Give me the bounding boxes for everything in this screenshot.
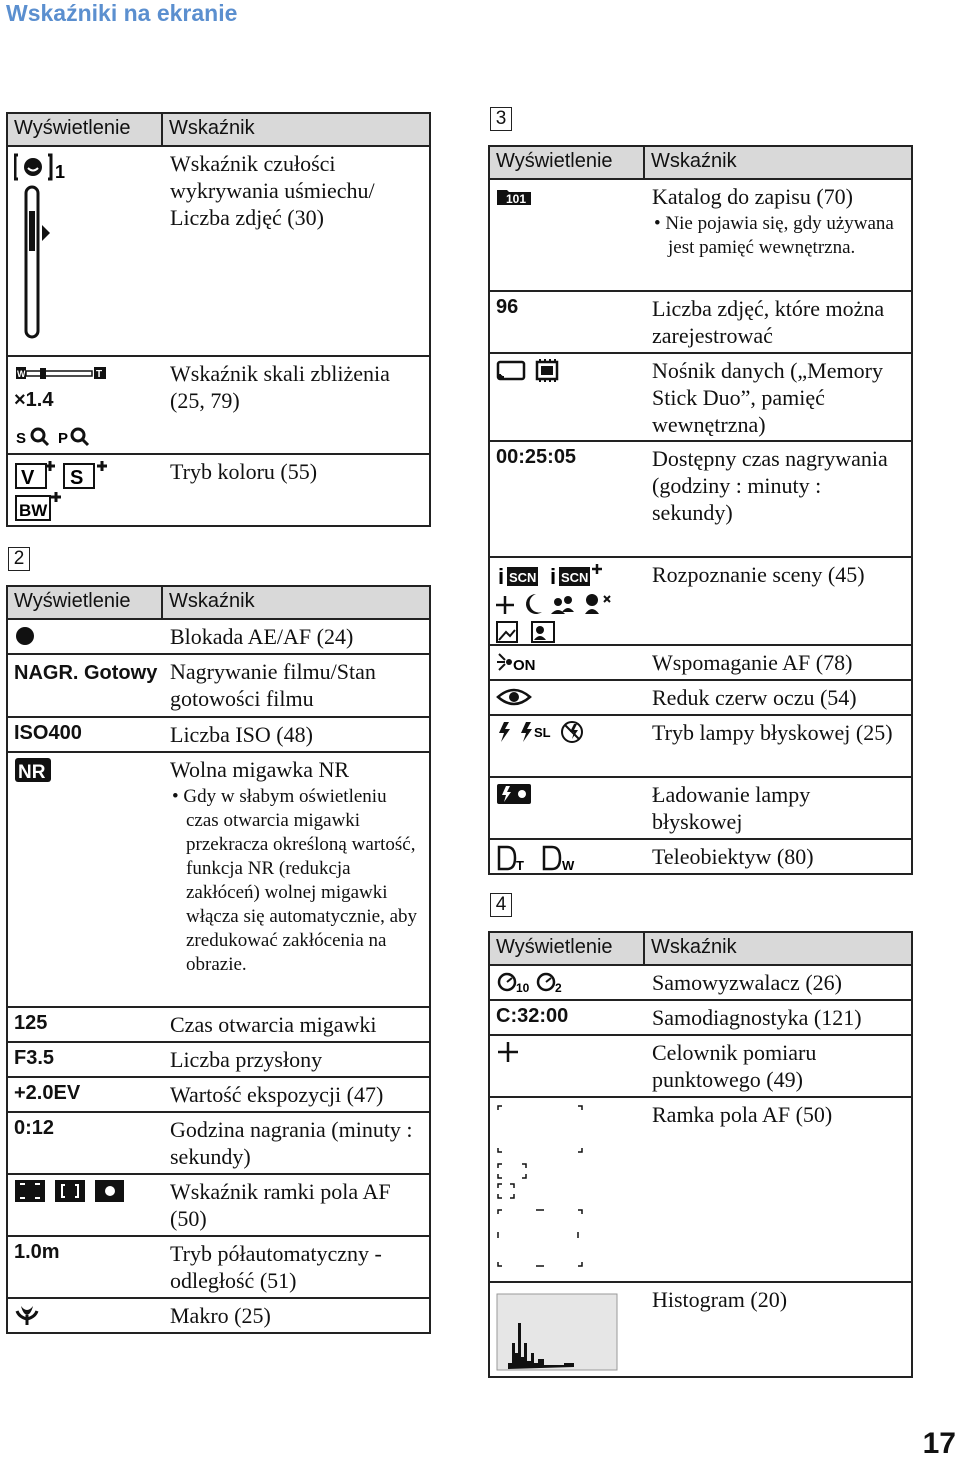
header-display: Wyświetlenie <box>7 113 162 146</box>
svg-text:W: W <box>562 858 575 872</box>
table-section-3 <box>488 145 913 875</box>
section-number-4: 4 <box>490 893 512 917</box>
svg-text:BW: BW <box>19 501 48 520</box>
svg-text:ON: ON <box>513 656 536 673</box>
scene-recognition-cell <box>489 557 644 645</box>
spot-metering-desc: Celownik pomiaru punktowego (49) <box>644 1035 912 1097</box>
section-number-3: 3 <box>490 107 512 131</box>
svg-text:i: i <box>498 564 505 589</box>
af-range-frame-icons <box>496 1102 596 1280</box>
af-illuminator-icon <box>496 651 540 673</box>
af-range-frame-desc: Ramka pola AF (50) <box>644 1097 912 1282</box>
smile-indicator-cell <box>7 146 162 356</box>
self-timer-cell <box>489 965 644 1000</box>
recording-time-desc: Godzina nagrania (minuty : sekundy) <box>162 1112 430 1174</box>
movie-status-desc: Nagrywanie filmu/Stan gotowości filmu <box>162 654 430 717</box>
page-number: 17 <box>922 1427 956 1460</box>
zoom-indicator-desc: Wskaźnik skali zbliżenia (25, 79) <box>162 356 430 454</box>
af-frame-indicator-desc: Wskaźnik ramki pola AF (50) <box>162 1174 430 1236</box>
table-section-1 <box>6 112 431 527</box>
ae-af-lock-desc: Blokada AE/AF (24) <box>162 619 430 654</box>
smile-detection-icon <box>14 151 74 346</box>
slow-shutter-nr-note-text: Gdy w słabym oświetleniu czas otwarcia migawki przekracza określoną wartość, funkcja NR (redukcja zakłóceń) wolnej migawki włącza się automatycznie, aby zredukować zakłócenia na obrazie. <box>183 786 418 975</box>
recordable-time-display: 00:25:05 <box>489 441 644 557</box>
table-section-4 <box>488 931 913 1378</box>
recording-folder-title: Katalog do zapisu (70) <box>652 184 853 209</box>
self-diagnosis-display: C:32:00 <box>489 1000 644 1035</box>
ae-af-lock-icon <box>14 625 36 647</box>
semi-manual-display: 1.0m <box>7 1236 162 1298</box>
movie-status-display: NAGR. Gotowy <box>7 654 162 717</box>
af-illuminator-cell <box>489 645 644 680</box>
exposure-desc: Wartość ekspozycji (47) <box>162 1077 430 1112</box>
flash-mode-desc: Tryb lampy błyskowej (25) <box>644 715 912 777</box>
zoom-value: ×1.4 <box>14 389 54 411</box>
svg-text:1: 1 <box>55 162 66 182</box>
teleconverter-icons <box>496 844 586 872</box>
af-frame-indicator-cell <box>7 1174 162 1236</box>
exposure-display: +2.0EV <box>7 1077 162 1112</box>
flash-charging-icon <box>496 782 534 806</box>
smile-indicator-desc: Wskaźnik czułości wykrywania uśmiechu/ Liczba zdjęć (30) <box>162 146 430 356</box>
zoom-indicator-cell <box>7 356 162 454</box>
svg-text:SCN: SCN <box>509 570 537 585</box>
svg-text:P: P <box>58 430 69 447</box>
svg-text:SL: SL <box>534 725 551 740</box>
svg-text:T: T <box>516 858 524 872</box>
svg-text:S: S <box>70 467 84 489</box>
color-mode-icon <box>14 459 114 525</box>
macro-desc: Makro (25) <box>162 1298 430 1333</box>
svg-text:NR: NR <box>18 762 46 783</box>
af-range-finder-icons <box>14 1179 124 1203</box>
header-display: Wyświetlenie <box>489 932 644 965</box>
memory-stick-icon <box>496 358 526 382</box>
iso-display: ISO400 <box>7 717 162 752</box>
semi-manual-desc: Tryb półautomatyczny - odległość (51) <box>162 1236 430 1298</box>
recordable-time-desc: Dostępny czas nagrywania (godziny : minuty : sekundy) <box>644 441 912 557</box>
header-indicator: Wskaźnik <box>162 113 430 146</box>
header-indicator: Wskaźnik <box>644 146 912 179</box>
red-eye-icon <box>496 686 532 708</box>
storage-media-cell <box>489 353 644 441</box>
svg-text:10: 10 <box>516 981 530 994</box>
slow-shutter-nr-title: Wolna migawka NR <box>170 757 350 782</box>
nr-icon <box>14 757 54 783</box>
recording-time-display: 0:12 <box>7 1112 162 1174</box>
macro-flower-icon <box>14 1303 40 1327</box>
aperture-display: F3.5 <box>7 1042 162 1077</box>
scene-recognition-icons <box>496 562 626 644</box>
svg-text:i: i <box>550 564 557 589</box>
flash-charging-desc: Ładowanie lampy błyskowej <box>644 777 912 839</box>
recording-folder-note-text: Nie pojawia się, gdy używana jest pamięć wewnętrzna. <box>665 213 894 258</box>
red-eye-desc: Reduk czerw oczu (54) <box>644 680 912 715</box>
svg-text:W: W <box>17 369 26 379</box>
recording-folder-note: • Nie pojawia się, gdy używana jest pamięć wewnętrzna. <box>654 213 894 258</box>
svg-text:S: S <box>16 430 27 447</box>
spot-metering-crosshair-icon <box>496 1040 520 1064</box>
color-mode-desc: Tryb koloru (55) <box>162 454 430 526</box>
histogram-icon <box>496 1293 618 1371</box>
header-display: Wyświetlenie <box>489 146 644 179</box>
images-remaining-desc: Liczba zdjęć, które można zarejestrować <box>644 291 912 353</box>
images-remaining-display: 96 <box>489 291 644 353</box>
header-indicator: Wskaźnik <box>644 932 912 965</box>
section-number-2: 2 <box>8 547 30 571</box>
header-display: Wyświetlenie <box>7 586 162 619</box>
flash-charging-cell <box>489 777 644 839</box>
self-timer-desc: Samowyzwalacz (26) <box>644 965 912 1000</box>
svg-text:101: 101 <box>506 191 527 206</box>
flash-mode-cell <box>489 715 644 777</box>
internal-memory-icon <box>532 358 562 382</box>
recording-folder-cell <box>489 179 644 291</box>
teleconverter-cell <box>489 839 644 874</box>
slow-shutter-nr-note: • Gdy w słabym oświetleniu czas otwarcia migawki przekracza określoną wartość, funkcja NR (redukcja zakłóceń) wolnej migawki włącza się automatycznie, aby zredukować zakłócenia na obrazie. <box>172 786 418 975</box>
iso-desc: Liczba ISO (48) <box>162 717 430 752</box>
folder-101-icon <box>496 186 532 206</box>
aperture-desc: Liczba przysłony <box>162 1042 430 1077</box>
histogram-cell <box>489 1282 644 1377</box>
ae-af-lock-cell <box>7 619 162 654</box>
header-indicator: Wskaźnik <box>162 586 430 619</box>
table-section-2 <box>6 585 431 1334</box>
svg-text:2: 2 <box>555 981 562 994</box>
af-range-frame-cell <box>489 1097 644 1282</box>
teleconverter-desc: Teleobiektyw (80) <box>644 839 912 874</box>
svg-text:V: V <box>21 467 35 489</box>
color-mode-cell <box>7 454 162 526</box>
scene-recognition-desc: Rozpoznanie sceny (45) <box>644 557 912 645</box>
spot-metering-cell <box>489 1035 644 1097</box>
shutter-speed-desc: Czas otwarcia migawki <box>162 1007 430 1042</box>
storage-media-desc: Nośnik danych („Memory Stick Duo”, pamięć wewnętrzna) <box>644 353 912 441</box>
self-timer-icons <box>496 970 576 994</box>
slow-shutter-nr-cell <box>7 752 162 1007</box>
recording-folder-desc <box>644 179 912 291</box>
af-illuminator-desc: Wspomaganie AF (78) <box>644 645 912 680</box>
self-diagnosis-desc: Samodiagnostyka (121) <box>644 1000 912 1035</box>
svg-text:T: T <box>96 369 103 380</box>
macro-cell <box>7 1298 162 1333</box>
page-title: Wskaźniki na ekranie <box>6 0 238 26</box>
slow-shutter-nr-desc <box>162 752 430 1007</box>
flash-mode-icons <box>496 720 586 744</box>
shutter-speed-display: 125 <box>7 1007 162 1042</box>
red-eye-cell <box>489 680 644 715</box>
svg-text:SCN: SCN <box>561 570 589 585</box>
histogram-desc: Histogram (20) <box>644 1282 912 1377</box>
